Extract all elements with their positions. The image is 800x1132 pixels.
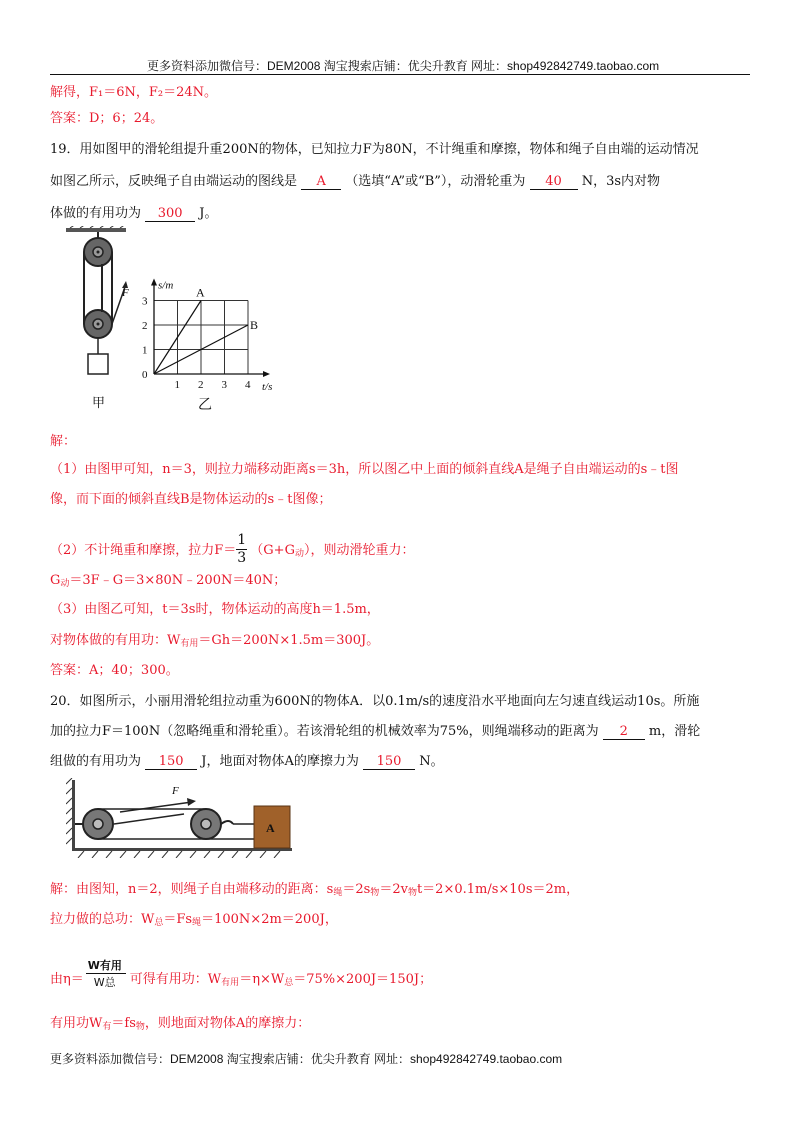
q19-solution-line5: （3）由图乙可知，t＝3s时，物体运动的高度h＝1.5m， [50, 602, 380, 617]
subscript: 有用 [180, 639, 199, 649]
y-tick-label: 1 [142, 344, 148, 357]
subscript: 总 [154, 918, 164, 928]
q19-blank-b: 40 [530, 174, 578, 190]
subscript: 总 [284, 978, 294, 988]
q19-text: N，3s内对物 [581, 174, 661, 189]
y-axis-arrow [151, 279, 157, 286]
q20-text: ＝75%×200J＝150J； [293, 972, 433, 987]
fraction-denominator: 3 [237, 550, 247, 566]
x-axis-arrow [263, 371, 270, 377]
q20-solution-line3 [50, 959, 433, 989]
series-label-B: B [250, 318, 259, 332]
q20-solution-line1 [50, 878, 579, 898]
fraction-numerator: W有用 [87, 959, 122, 972]
q20-stem-line3 [50, 750, 444, 770]
x-axis-label: t/s [262, 381, 273, 393]
q20-blank-b: 150 [145, 754, 197, 770]
prev-answer-line: 答案：D；6；24。 [50, 111, 164, 126]
q19-st-chart [138, 262, 310, 394]
fraction-numerator: 1 [237, 532, 247, 548]
q20-text: ＝2v [379, 882, 408, 897]
q19-stem-line2 [50, 170, 660, 190]
ceiling-bar [66, 228, 126, 232]
q20-text: ＝η×W [239, 972, 285, 987]
x-tick-label: 2 [198, 379, 204, 391]
q19-solution-head: 解： [50, 434, 77, 449]
q19-text: G [50, 573, 61, 588]
q19-solution-line2: 像，而下面的倾斜直线B是物体运动的s﹣t图像； [50, 492, 332, 507]
subscript: 动 [294, 549, 304, 559]
q20-text: 有用功W [50, 1016, 103, 1031]
q20-blank-c: 150 [363, 754, 415, 770]
q19-text: J。 [199, 206, 218, 221]
q20-blank-a: 2 [603, 724, 645, 740]
force-label: F [122, 287, 129, 299]
q19-blank-c: 300 [145, 206, 195, 222]
q20-text: ＝2s [342, 882, 371, 897]
subscript: 物 [407, 888, 417, 898]
page-footer: 更多资料添加微信号：DEM2008 淘宝搜索店铺：优尖升教育 网址：shop492842749.taobao.com [50, 1052, 563, 1066]
q19-text: （2）不计绳重和摩擦，拉力F＝ [50, 543, 237, 558]
q19-blank-a: A [301, 174, 341, 190]
wall [72, 780, 75, 848]
header-rule [50, 74, 750, 75]
q20-solution-line4 [50, 1012, 310, 1032]
series-label-A: A [196, 285, 205, 300]
fig-jia-label: 甲 [92, 396, 106, 411]
q20-text: ，则地面对物体A的摩擦力： [144, 1016, 311, 1031]
x-tick-label: 4 [245, 379, 251, 391]
y-axis-label: s/m [158, 279, 174, 292]
load-block [88, 354, 108, 374]
q19-solution-line1: （1）由图甲可知，n＝3，则拉力端移动距离s＝3h，所以图乙中上面的倾斜直线A是绳子自由端运动的s﹣t图 [50, 462, 679, 477]
q19-stem-line3 [50, 202, 218, 222]
q20-text: J，地面对物体A的摩擦力为 [201, 754, 359, 769]
force-label: F [172, 785, 179, 797]
subscript: 绳 [192, 918, 202, 928]
block-a-label: A [266, 821, 275, 835]
x-tick-label: 3 [221, 379, 227, 391]
q20-stem-line1: 20．如图所示，小丽用滑轮组拉动重为600N的物体A．以0.1m/s的速度沿水平地面向左匀速直线运动10s。所施 [50, 694, 700, 709]
subscript: 物 [370, 888, 380, 898]
q19-text: ＝3F﹣G＝3×80N﹣200N＝40N； [69, 573, 287, 588]
q20-text: 加的拉力F＝100N（忽略绳重和滑轮重）。若该滑轮组的机械效率为75%，则绳端移动的距离为 [50, 724, 599, 739]
q19-text: 如图乙所示，反映绳子自由端运动的图线是 [50, 174, 298, 189]
subscript: 有 [102, 1022, 112, 1032]
q20-text: 由η＝ [50, 972, 84, 987]
q19-text: （G+G [250, 543, 295, 558]
q20-text: 解：由图知，n＝2，则绳子自由端移动的距离：s [50, 882, 334, 897]
q19-text: ＝Gh＝200N×1.5m＝300J。 [198, 633, 380, 648]
subscript: 有用 [221, 978, 240, 988]
fraction-denominator: W总 [93, 976, 116, 989]
q20-text: 拉力做的总功：W [50, 912, 155, 927]
q19-stem-line1: 19．用如图甲的滑轮组提升重200N的物体，已知拉力F为80N，不计绳重和摩擦，物体和绳子自由端的运动情况 [50, 142, 699, 157]
q20-pulley-figure [66, 778, 296, 858]
q19-solution-line3 [50, 532, 415, 566]
q20-text: N。 [419, 754, 444, 769]
q20-text: t＝2×0.1m/s×10s＝2m， [416, 882, 580, 897]
prev-solution-line: 解得，F₁＝6N，F₂＝24N。 [50, 85, 218, 100]
subscript: 物 [135, 1022, 145, 1032]
subscript: 动 [60, 579, 70, 589]
q20-text: ＝Fs [163, 912, 193, 927]
q19-answer: 答案：A；40；300。 [50, 663, 179, 678]
x-tick-label: 1 [174, 379, 180, 391]
y-tick-label: 2 [142, 320, 148, 332]
q19-text: （选填“A”或“B”），动滑轮重为 [345, 174, 526, 189]
q19-text: 体做的有用功为 [50, 206, 142, 221]
q20-solution-line2 [50, 908, 338, 928]
fig-yi-label: 乙 [198, 397, 212, 413]
subscript: 绳 [333, 888, 343, 898]
q19-pulley-figure [62, 226, 132, 408]
q19-solution-line6 [50, 629, 379, 649]
q20-text: 可得有用功：W [129, 972, 222, 987]
origin-label: 0 [142, 369, 148, 381]
q19-text: 对物体做的有用功：W [50, 633, 181, 648]
q20-text: 组做的有用功为 [50, 754, 142, 769]
q20-stem-line2 [50, 720, 700, 740]
q20-text: m，滑轮 [648, 724, 701, 739]
page-header: 更多资料添加微信号：DEM2008 淘宝搜索店铺：优尖升教育 网址：shop492842749.taobao.com [147, 59, 660, 73]
q19-solution-line4 [50, 569, 286, 589]
y-tick-label: 3 [142, 295, 148, 308]
q20-text: ＝100N×2m＝200J， [201, 912, 338, 927]
q19-text: ），则动滑轮重力： [303, 543, 415, 558]
q20-text: ＝fs [111, 1016, 136, 1031]
